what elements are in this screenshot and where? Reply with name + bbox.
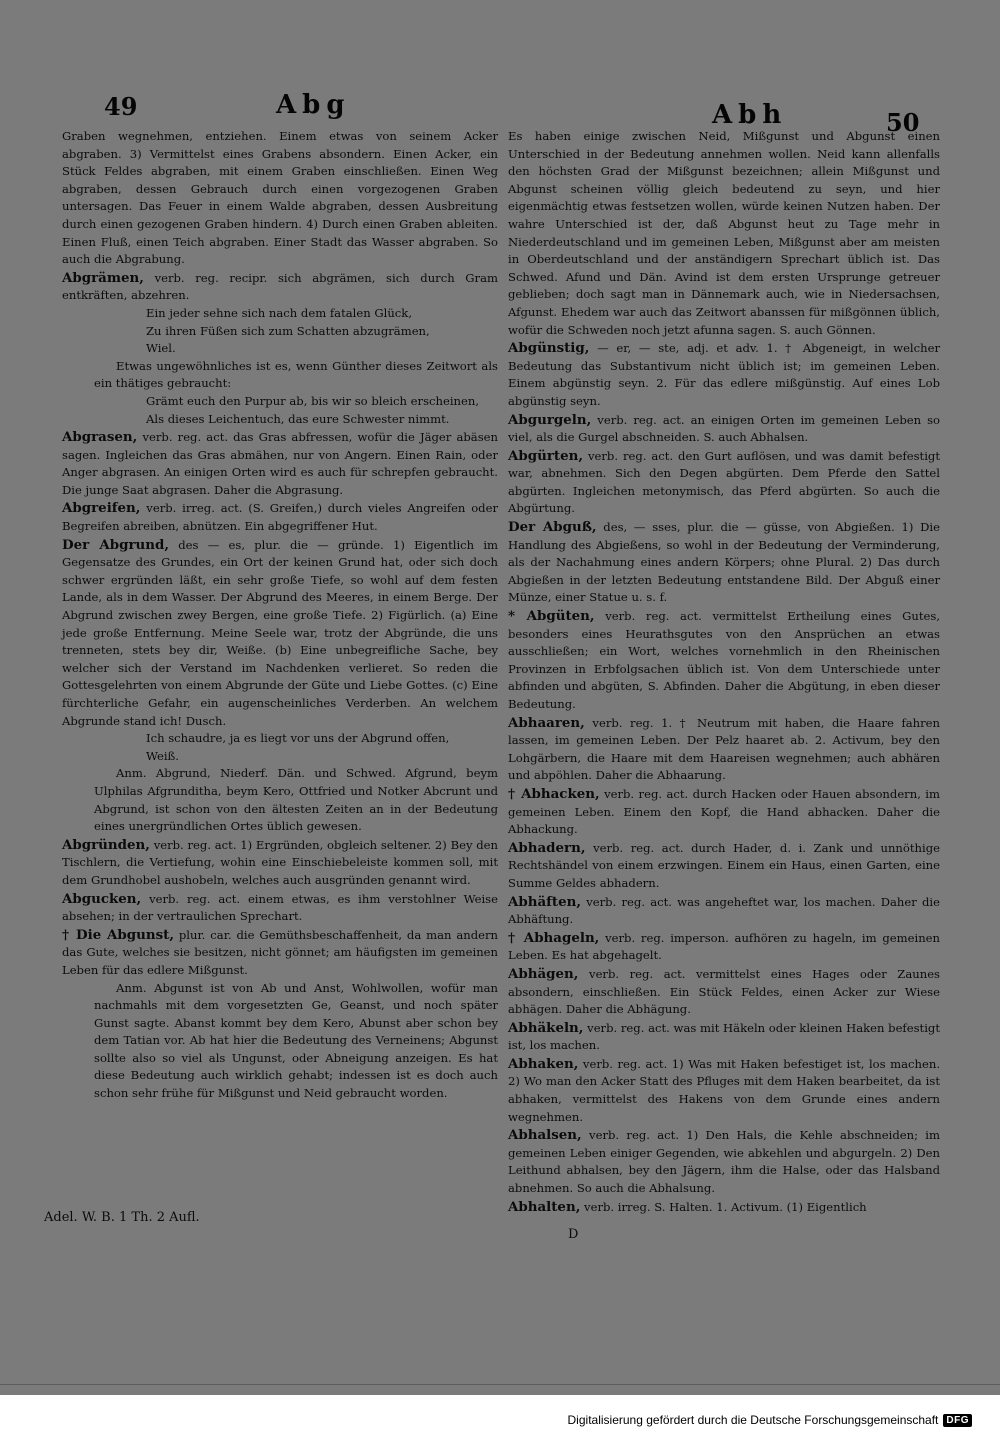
entry-definition: verb. reg. act. vermittelst Ertheilung eines Gutes, besonders eines Heurathsgutes von den Ansprüchen an etwas ausschließen; ein Wort, welches vornehmlich in den Rheinischen Provinzen in Erbfolgsachen üblich ist. Von dem Unterschiede unter abfinden und abgüten, S. Abfinden. Daher die Abgütung, in eben dieser Bedeutung. (508, 609, 941, 711)
dictionary-entry (508, 715, 940, 785)
verse-line: Ein jeder sehne sich nach dem fatalen Glück, (146, 305, 413, 320)
entry-text (508, 1056, 940, 1126)
entry-text (62, 128, 498, 269)
dictionary-entry (508, 608, 940, 714)
verse-line: Weiß. (146, 748, 179, 763)
right-text-column (508, 128, 940, 1216)
entry-text (62, 927, 498, 980)
verse-line: Als dieses Leichentuch, das eure Schwester nimmt. (146, 411, 450, 426)
entry-definition: plur. car. die Gemüthsbeschaffenheit, da man andern das Gute, welches sie besitzen, nicht gönnet; am häufigsten im gemeinen Leben für das edlere Mißgunst. (62, 927, 498, 977)
dictionary-entry (508, 519, 940, 607)
entry-text (508, 715, 940, 785)
entry-definition: verb. reg. act. durch Hader, d. i. Zank und unnöthige Rechtshändel von einem erzwingen. Einem ein Haus, einen Garten, eine Summe Geldes abhadern. (508, 840, 941, 890)
entry-definition: verb. reg. act. das Gras abfressen, wofür die Jäger abäsen sagen. Ingleichen das Gras abmähen, nur von Angern. Einen Rain, oder Anger abgrasen. An einigen Orten wird es auch für schrepfen gebraucht. Die junge Saat abgrasen. Daher die Abgrasung. (62, 430, 498, 497)
dictionary-entry (62, 429, 498, 499)
entry-note: Anm. Abgrund, Niederf. Dän. und Schwed. Afgrund, beym Ulphilas Afgrunditha, beym Kero, Ottfried und Notker Abcrunt und Abgrund, ist schon von den ältesten Zeiten an in der Bedeutung eines unergründlichen Ortes üblich gewesen. (94, 766, 498, 834)
entry-lemma: † Abhageln, (508, 929, 600, 946)
funding-credit (568, 1413, 972, 1427)
entry-text (62, 891, 498, 926)
dictionary-entry (508, 448, 940, 518)
entry-text (62, 429, 498, 499)
dictionary-entry (508, 786, 940, 839)
verse-line: Grämt euch den Purpur ab, bis wir so bleich erscheinen, (146, 393, 480, 408)
entry-lemma: * Abgüten, (508, 608, 595, 625)
dictionary-entry (508, 840, 940, 893)
entry-lemma: Abgründen, (62, 836, 150, 853)
entry-lemma: Abgreifen, (62, 500, 141, 517)
dictionary-entry (508, 1056, 940, 1126)
dictionary-entry (508, 1127, 940, 1197)
entry-text (508, 786, 940, 839)
entry-text (508, 608, 940, 714)
entry-text (508, 340, 940, 410)
entry-definition: Graben wegnehmen, entziehen. Einem etwas von seinem Acker abgraben. 3) Vermittelst eines Grabens absondern. Einen Acker, ein Stück Feldes abgraben, mit einem Graben einschließen. Einen Weg abgraben, dessen Gebrauch durch einen vorgezogenen Graben untersagen. Das Feuer in einem Walde abgraben, dessen Ausbreitung durch einen gezogenen Graben hindern. 4) Durch einen Graben ableiten. Einen Fluß, einen Teich abgraben. Einer Stadt das Wasser abgraben. So auch die Abgrabung. (62, 129, 498, 267)
dictionary-entry (508, 1199, 940, 1217)
right-catchword: Abh (712, 100, 788, 130)
entry-lemma: † Die Abgunst, (62, 926, 175, 943)
footer-rule (0, 1384, 1000, 1385)
verse-line: Wiel. (146, 341, 176, 356)
entry-definition: verb. reg. act. an einigen Orten im gemeinen Leben so viel, als die Gurgel abschneiden. S. auch Abhalsen. (508, 412, 940, 445)
entry-text (508, 448, 940, 518)
entry-note: Etwas ungewöhnliches ist es, wenn Günther dieses Zeitwort als ein thätiges gebraucht: (94, 358, 498, 391)
entry-text (508, 1199, 940, 1217)
entry-definition: verb. irreg. act. (S. Greifen,) durch vieles Angreifen oder Begreifen abreiben, abnützen. Ein abgegriffener Hut. (62, 501, 498, 534)
dictionary-entry (62, 891, 498, 926)
entry-lemma: Abgucken, (62, 890, 142, 907)
entry-text (62, 837, 498, 890)
entry-definition: verb. reg. act. 1) Den Hals, die Kehle abschneiden; im gemeinen Leben einiger Gegenden, wie abkehlen und abgurgeln. 2) Den Leithund abhalsen, bey den Jägern, ihm die Halse, oder das Halsband abnehmen. So auch die Abhalsung. (508, 1128, 940, 1196)
left-text-column (62, 128, 498, 1103)
entry-definition: verb. reg. act. vermittelst eines Hages oder Zaunes absondern, einschließen. Ein Stück Feldes, einen Acker zur Wiese abhägen. Daher die Abhägung. (508, 966, 940, 1017)
entry-definition: verb. reg. act. durch Hacken oder Hauen absondern, im gemeinen Leben. Einem den Kopf, die Hand abhacken. Daher die Abhackung. (508, 786, 940, 837)
dictionary-entry (62, 927, 498, 1103)
entry-definition: verb. reg. act. den Gurt auflösen, und was damit befestigt war, abnehmen. Sich den Degen abgürten. Dem Pferde den Sattel abgürten. Ingleichen metonymisch, das Pferd abgürten. So auch die Abgürtung. (508, 448, 941, 516)
verse-line: Ich schaudre, ja es liegt vor uns der Abgrund offen, (146, 731, 450, 746)
entry-definition: des — es, plur. die — gründe. 1) Eigentlich im Gegensatze des Grundes, ein Ort der keinen Grund hat, oder sich doch schwer ergründen läßt, ein sehr große Tiefe, so wohl auf dem festen Lande, als in dem Wasser. Der Abgrund des Meeres, in einem Berge. Der Abgrund zwischen zwey Bergen, eine große Tiefe. 2) Figürlich. (a) Eine jede große Entfernung. Meine Seele war, trotz der Abgründe, die uns trenneten, stets bey dir, Weiße. (b) Eine unbegreifliche Sache, bey welcher sich der Verstand im Nachdenken verlieret. So reden die Gottesgelehrten von einem Abgrunde der Güte und Liebe Gottes. (c) Eine fürchterliche Gefahr, ein augenscheinliches Verderben. An welchem Abgrunde stand ich! Dusch. (62, 537, 499, 728)
entry-lemma: Abhäften, (508, 893, 582, 910)
left-catchword: Abg (276, 90, 351, 120)
entry-text (508, 519, 940, 607)
dictionary-entry (62, 270, 498, 428)
entry-text (508, 894, 940, 929)
entry-text (508, 1127, 940, 1197)
dictionary-entry (508, 1020, 940, 1055)
entry-lemma: Abhalsen, (508, 1127, 582, 1144)
dictionary-entry (508, 340, 940, 410)
dictionary-entry (62, 537, 498, 836)
entry-definition: verb. reg. imperson. aufhören zu hageln, im gemeinen Leben. Es hat abgehagelt. (508, 930, 941, 963)
entry-lemma: Abgürten, (508, 447, 584, 464)
entry-text (508, 966, 940, 1019)
entry-lemma: Abhaken, (508, 1055, 579, 1072)
entry-text (508, 930, 940, 965)
entry-definition: verb. reg. 1. † Neutrum mit haben, die Haare fahren lassen, im gemeinen Leben. Der Pelz haaret ab. 2. Activum, bey den Lohgärbern, die Haare mit dem Haareisen wegnehmen; auch abhären und abpöhlen. Daher die Abhaarung. (508, 715, 941, 783)
entry-definition: verb. irreg. S. Halten. 1. Activum. (1) Eigentlich (584, 1199, 867, 1214)
entry-lemma: Abgrasen, (62, 429, 138, 446)
entry-text (508, 128, 940, 339)
entry-definition: verb. reg. act. einem etwas, es ihm verstohlner Weise absehen; in der vertraulichen Sprechart. (62, 891, 498, 924)
entry-lemma: Abhaaren, (508, 714, 585, 731)
credit-text: Digitalisierung gefördert durch die Deutsche Forschungsgemeinschaft (567, 1413, 939, 1427)
entry-text (62, 500, 498, 535)
entry-definition: verb. reg. act. was angeheftet war, los machen. Daher die Abhäftung. (508, 894, 940, 927)
dictionary-entry (508, 894, 940, 929)
entry-text (508, 412, 940, 447)
entry-lemma: † Abhacken, (508, 785, 600, 802)
right-signature: D (568, 1227, 579, 1242)
dictionary-entry (508, 412, 940, 447)
entry-text (508, 1020, 940, 1055)
entry-definition: — er, — ste, adj. et adv. 1. † Abgeneigt, in welcher Bedeutung das Substantivum nicht üblich ist; im gemeinen Leben. Einem abgünstig seyn. 2. Für das edlere mißgünstig. Auf eines Lob abgünstig seyn. (508, 341, 941, 408)
entry-definition: verb. reg. recipr. sich abgrämen, sich durch Gram entkräften, abzehren. (62, 270, 498, 303)
entry-lemma: Abgrämen, (62, 269, 144, 286)
entry-lemma: Der Abgrund, (62, 536, 170, 553)
entry-lemma: Der Abguß, (508, 519, 597, 536)
entry-lemma: Abhalten, (508, 1198, 581, 1215)
entry-definition: verb. reg. act. 1) Ergründen, obgleich seltener. 2) Bey den Tischlern, die Vertiefung, wohin eine Einschiebeleiste kommen soll, mit dem Grundhobel aushobeln, welches auch ausgründen genannt wird. (62, 837, 499, 887)
entry-definition: des, — sses, plur. die — güsse, von Abgießen. 1) Die Handlung des Abgießens, so wohl in der Bedeutung der Verminderung, als der Nachahmung eines andern Körpers; ohne Plural. 2) Das durch Abgießen in der letzten Bedeutung entstandene Bild. Der Abguß einer Münze, einer Statue u. s. f. (508, 520, 940, 605)
entry-text (62, 537, 498, 731)
verse-line: Zu ihren Füßen sich zum Schatten abzugrämen, (146, 323, 430, 338)
entry-lemma: Abhadern, (508, 839, 586, 856)
entry-lemma: Abgünstig, (508, 340, 590, 357)
dfg-logo-icon: DFG (943, 1414, 972, 1427)
entry-lemma: Abhäkeln, (508, 1019, 584, 1036)
dictionary-entry (508, 966, 940, 1019)
left-page-number: 49 (104, 92, 138, 121)
entry-definition: verb. reg. act. 1) Was mit Haken befestiget ist, los machen. 2) Wo man den Acker Statt des Pfluges mit dem Haken bearbeitet, da ist abhaken, vermittelst des Hakens von dem Grunde eines andern wegnehmen. (508, 1056, 941, 1124)
dictionary-entry (62, 500, 498, 535)
entry-lemma: Abgurgeln, (508, 411, 592, 428)
entry-definition: Es haben einige zwischen Neid, Mißgunst und Abgunst einen Unterschied in der Bedeutung annehmen wollen. Neid kann allenfalls den höchsten Grad der Mißgunst bezeichnen; allein Mißgunst und Abgunst scheinen völlig gleich bedeutend zu seyn, und hier eigenmächtig etwas festsetzen wollen, würde keinen Nutzen haben. Der wahre Unterschied ist der, daß Abgunst heut zu Tage mehr in Niederdeutschland und im gemeinen Leben, Mißgunst aber am meisten in Oberdeutschland und der anständigern Sprechart üblich ist. Das Schwed. Afund und Dän. Avind ist dem ersten Ursprunge getreuer geblieben; doch sagt man in Dännemark auch, wie in Niedersachsen, Afgunst. Ehedem war auch das Zeitwort abanssen für mißgönnen üblich, wofür die Schweden noch jetzt afunna sagen. S. auch Gönnen. (508, 129, 940, 337)
dictionary-entry (508, 128, 940, 339)
dictionary-entry (62, 128, 498, 269)
entry-note: Anm. Abgunst ist von Ab und Anst, Wohlwollen, wofür man nachmahls mit dem vorgesetzten Ge, Geanst, und noch später Gunst sagte. Abanst kommt bey dem Kero, Abunst aber schon bey dem Tatian vor. Ab hat hier die Bedeutung des Verneinens; Abgunst sollte also so viel als Ungunst, oder Abneigung anzeigen. Es hat diese Bedeutung auch wirklich gehabt; indessen ist es doch auch schon sehr frühe für Mißgunst und Neid gebraucht worden. (94, 980, 498, 1101)
entry-text (62, 270, 498, 305)
right-page-number: 50 (886, 108, 920, 137)
dictionary-entry (62, 837, 498, 890)
left-signature: Adel. W. B. 1 Th. 2 Aufl. (44, 1210, 200, 1225)
dictionary-entry (508, 930, 940, 965)
entry-text (508, 840, 940, 893)
entry-lemma: Abhägen, (508, 965, 579, 982)
entry-definition: verb. reg. act. was mit Häkeln oder kleinen Haken befestigt ist, los machen. (508, 1020, 940, 1053)
